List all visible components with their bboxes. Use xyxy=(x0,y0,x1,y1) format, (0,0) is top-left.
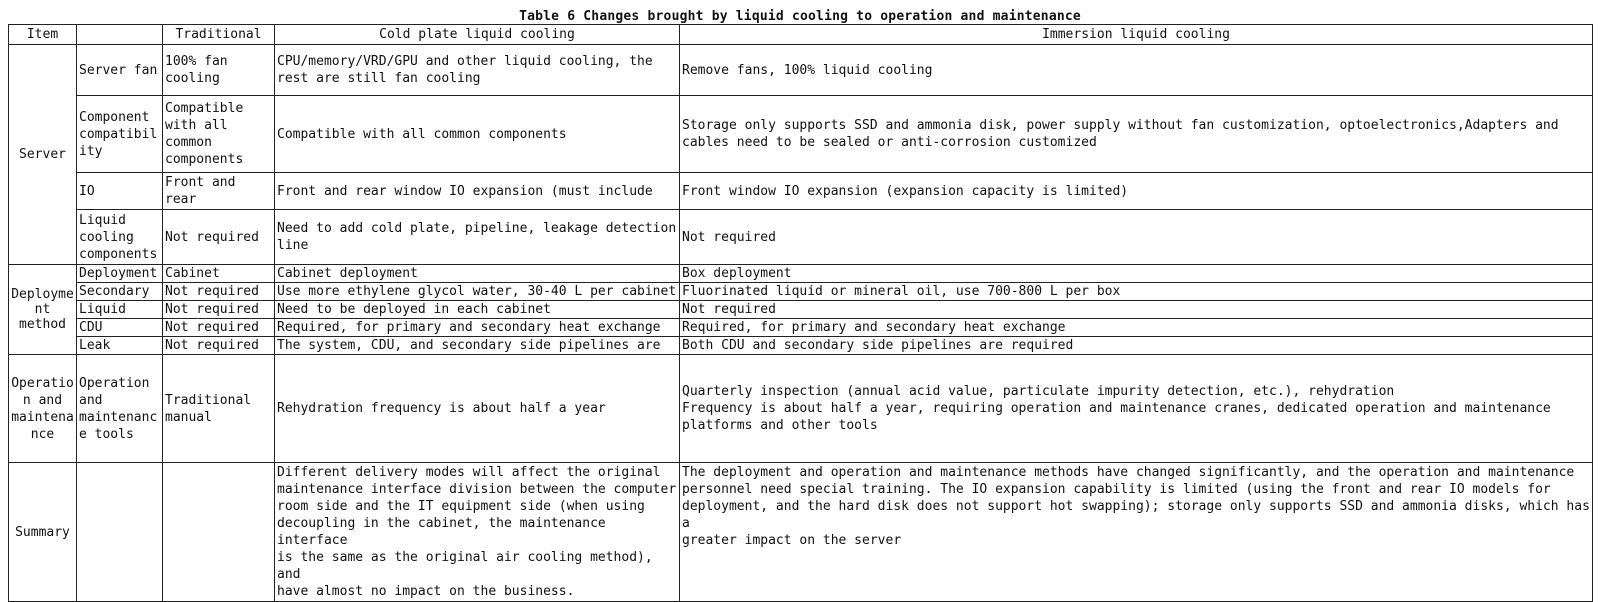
cold-plate-cell: Cabinet deployment xyxy=(275,265,680,283)
table-row xyxy=(9,355,1593,463)
cold-plate-cell: Compatible with all common components xyxy=(275,96,680,173)
immersion-cell: The deployment and operation and maintenance methods have changed significantly, and the operation and maintenance personnel need special training. The IO expansion capability is limited (using the front and rear IO models for deployment, and the hard disk does not support hot swapping); storage only supports SSD and ammonia disks, which has a greater impact on the server xyxy=(680,463,1593,602)
row-label: CDU xyxy=(77,319,163,337)
table-row xyxy=(9,96,1593,173)
header-cold-plate: Cold plate liquid cooling xyxy=(275,25,680,45)
row-label: Liquid cooling components xyxy=(77,210,163,265)
immersion-cell: Not required xyxy=(680,301,1593,319)
row-label: Liquid xyxy=(77,301,163,319)
immersion-cell: Both CDU and secondary side pipelines are required xyxy=(680,337,1593,355)
cold-plate-cell: Need to be deployed in each cabinet xyxy=(275,301,680,319)
traditional-cell: Not required xyxy=(163,283,275,301)
immersion-cell: Required, for primary and secondary heat exchange xyxy=(680,319,1593,337)
traditional-cell: Cabinet xyxy=(163,265,275,283)
group-operation: Operatio n and maintena nce xyxy=(9,355,77,463)
row-label: IO xyxy=(77,173,163,210)
table-row xyxy=(9,301,1593,319)
header-item: Item xyxy=(9,25,77,45)
traditional-cell: Not required xyxy=(163,210,275,265)
cold-plate-cell: Different delivery modes will affect the original maintenance interface division between the computer room side and the IT equipment side (when using decoupling in the cabinet, the maintenance interface is the same as the original air cooling method), and have almost no impact on the business. xyxy=(275,463,680,602)
group-summary: Summary xyxy=(9,463,77,602)
row-label: Server fan xyxy=(77,45,163,96)
row-label: Secondary xyxy=(77,283,163,301)
cold-plate-cell: Front and rear window IO expansion (must include xyxy=(275,173,680,210)
immersion-cell: Box deployment xyxy=(680,265,1593,283)
table-title: Table 6 Changes brought by liquid cooling to operation and maintenance xyxy=(519,9,1081,24)
row-label: Leak xyxy=(77,337,163,355)
table-row xyxy=(9,210,1593,265)
traditional-cell: Compatible with all common components xyxy=(163,96,275,173)
table-row xyxy=(9,45,1593,96)
table-row xyxy=(9,283,1593,301)
traditional-cell: Traditional manual xyxy=(163,355,275,463)
table-row xyxy=(9,319,1593,337)
cold-plate-cell: The system, CDU, and secondary side pipelines are xyxy=(275,337,680,355)
header-traditional: Traditional xyxy=(163,25,275,45)
table-row xyxy=(9,173,1593,210)
traditional-cell: 100% fan cooling xyxy=(163,45,275,96)
immersion-cell: Remove fans, 100% liquid cooling xyxy=(680,45,1593,96)
table-row xyxy=(9,337,1593,355)
immersion-cell: Not required xyxy=(680,210,1593,265)
row-label xyxy=(77,463,163,602)
group-deployment: Deployme nt method xyxy=(9,265,77,355)
cold-plate-cell: Rehydration frequency is about half a year xyxy=(275,355,680,463)
table-row xyxy=(9,463,1593,602)
immersion-cell: Quarterly inspection (annual acid value, particulate impurity detection, etc.), rehydration Frequency is about half a year, requiring operation and maintenance cranes, dedicated operation and maintenance platforms and other tools xyxy=(680,355,1593,463)
immersion-cell: Front window IO expansion (expansion capacity is limited) xyxy=(680,173,1593,210)
immersion-cell: Storage only supports SSD and ammonia disk, power supply without fan customization, optoelectronics,Adapters and cables need to be sealed or anti-corrosion customized xyxy=(680,96,1593,173)
cold-plate-cell: Need to add cold plate, pipeline, leakage detection line xyxy=(275,210,680,265)
traditional-cell: Front and rear xyxy=(163,173,275,210)
traditional-cell: Not required xyxy=(163,319,275,337)
traditional-cell: Not required xyxy=(163,337,275,355)
row-label: Deployment xyxy=(77,265,163,283)
group-server: Server xyxy=(9,45,77,265)
cold-plate-cell: Required, for primary and secondary heat exchange xyxy=(275,319,680,337)
cold-plate-cell: Use more ethylene glycol water, 30-40 L per cabinet xyxy=(275,283,680,301)
header-subitem xyxy=(77,25,163,45)
traditional-cell: Not required xyxy=(163,301,275,319)
header-row xyxy=(9,25,1593,45)
header-immersion: Immersion liquid cooling xyxy=(680,25,1593,45)
comparison-table xyxy=(8,24,1593,602)
table-row xyxy=(9,265,1593,283)
cold-plate-cell: CPU/memory/VRD/GPU and other liquid cooling, the rest are still fan cooling xyxy=(275,45,680,96)
immersion-cell: Fluorinated liquid or mineral oil, use 700-800 L per box xyxy=(680,283,1593,301)
row-label: Operation and maintenanc e tools xyxy=(77,355,163,463)
traditional-cell xyxy=(163,463,275,602)
row-label: Component compatibil ity xyxy=(77,96,163,173)
